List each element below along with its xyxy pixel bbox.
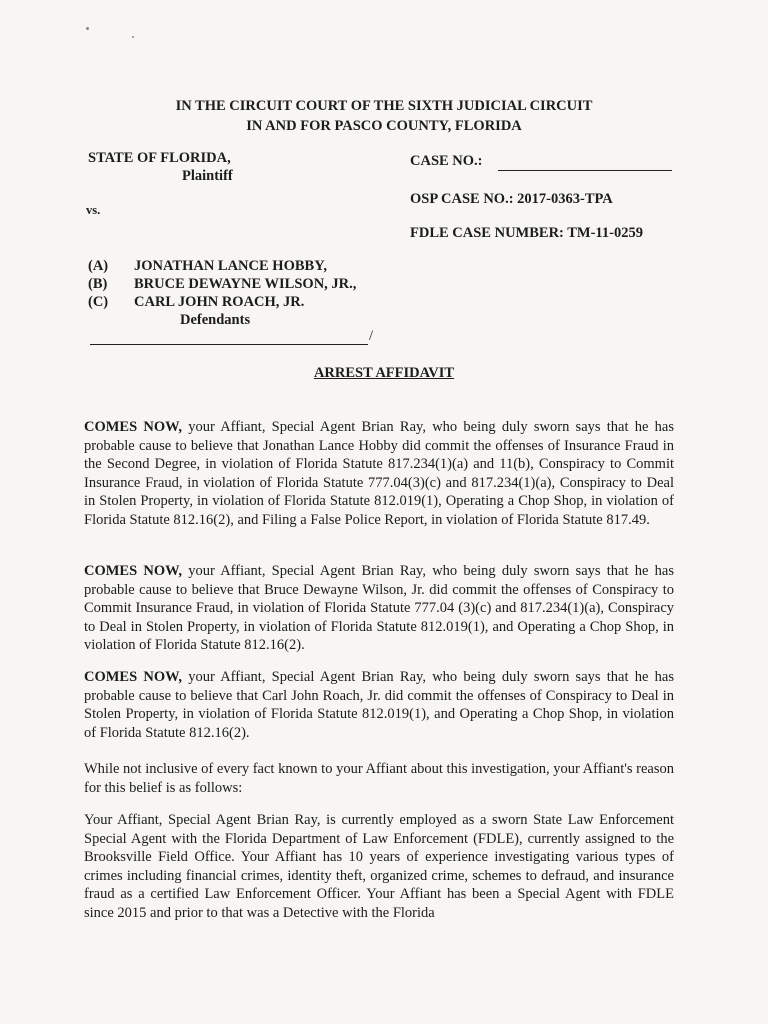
scan-speck	[132, 36, 134, 38]
paragraph-text: Your Affiant, Special Agent Brian Ray, is currently employed as a sworn State Law Enforcement Special Agent with the Florida Department of Law Enforcement (FDLE), currently assigned to the Brooksville Field Office. Your Affiant has 10 years of experience investigating various types of crimes including financial crimes, identity theft, organized crime, schemes to defraud, and insurance fraud as a certified Law Enforcement Officer. Your Affiant has been a Special Agent with FDLE since 2015 and prior to that was a Detective with the Florida	[84, 812, 674, 921]
case-no-blank	[498, 152, 672, 171]
versus-label: vs.	[86, 203, 101, 217]
paragraph-wilson	[84, 562, 674, 655]
paragraph-lead: COMES NOW,	[84, 563, 182, 579]
osp-case-number: OSP CASE NO.: 2017-0363-TPA	[410, 191, 613, 207]
defendant-name: BRUCE DEWAYNE WILSON, JR.,	[134, 276, 357, 292]
fdle-case-number: FDLE CASE NUMBER: TM-11-0259	[410, 225, 643, 241]
defendants-role: Defendants	[180, 312, 251, 328]
paragraph-affiant-background	[84, 811, 674, 922]
paragraph-reason-intro	[84, 760, 674, 797]
defendant-letter: (C)	[88, 294, 109, 310]
plaintiff-name: STATE OF FLORIDA,	[88, 150, 231, 166]
caption-signature-line	[90, 330, 368, 345]
paragraph-lead: COMES NOW,	[84, 669, 182, 685]
caption-slash: /	[369, 328, 374, 344]
scan-speck	[86, 27, 89, 30]
document-title: ARREST AFFIDAVIT	[313, 365, 455, 381]
paragraph-roach	[84, 668, 674, 742]
paragraph-text: While not inclusive of every fact known to your Affiant about this investigation, your Affiant's reason for this belief is as follows:	[84, 761, 675, 796]
paragraph-text: your Affiant, Special Agent Brian Ray, who being duly sworn says that he has probable cause to believe that Carl John Roach, Jr. did commit the offenses of Conspiracy to Deal in Stolen Property, in violation of Florida Statute 812.019(1), and Operating a Chop Shop, in violation of Florida Statute 812.16(2).	[84, 669, 674, 741]
defendant-letter: (A)	[88, 258, 109, 274]
defendant-letter: (B)	[88, 276, 108, 292]
plaintiff-role: Plaintiff	[182, 168, 233, 184]
court-title-line1: IN THE CIRCUIT COURT OF THE SIXTH JUDICIAL CIRCUIT	[175, 98, 593, 114]
court-title	[0, 96, 768, 136]
case-no-label: CASE NO.:	[410, 153, 483, 169]
defendant-name: CARL JOHN ROACH, JR.	[134, 294, 305, 310]
court-title-line2: IN AND FOR PASCO COUNTY, FLORIDA	[246, 118, 522, 134]
paragraph-lead: COMES NOW,	[84, 419, 182, 435]
paragraph-text: your Affiant, Special Agent Brian Ray, who being duly sworn says that he has probable cause to believe that Bruce Dewayne Wilson, Jr. did commit the offenses of Conspiracy to Commit Insurance Fraud, in violation of Florida Statute 777.04 (3)(c) and 817.234(1)(a), Conspiracy to Deal in Stolen Property, in violation of Florida Statute 812.019(1), and Operating a Chop Shop, in violation of Florida Statute 812.16(2).	[84, 563, 674, 653]
paragraph-text: your Affiant, Special Agent Brian Ray, who being duly sworn says that he has probable cause to believe that Jonathan Lance Hobby did commit the offenses of Insurance Fraud in the Second Degree, in violation of Florida Statute 817.234(1)(a) and 11(b), Conspiracy to Commit Insurance Fraud, in violation of Florida Statute 777.04(3)(c) and 817.234(1)(a), Conspiracy to Deal in Stolen Property, in violation of Florida Statute 812.019(1), Operating a Chop Shop, in violation of Florida Statute 812.16(2), and Filing a False Police Report, in violation of Florida Statute 817.49.	[84, 419, 674, 528]
defendant-name: JONATHAN LANCE HOBBY,	[134, 258, 327, 274]
paragraph-hobby	[84, 418, 674, 529]
